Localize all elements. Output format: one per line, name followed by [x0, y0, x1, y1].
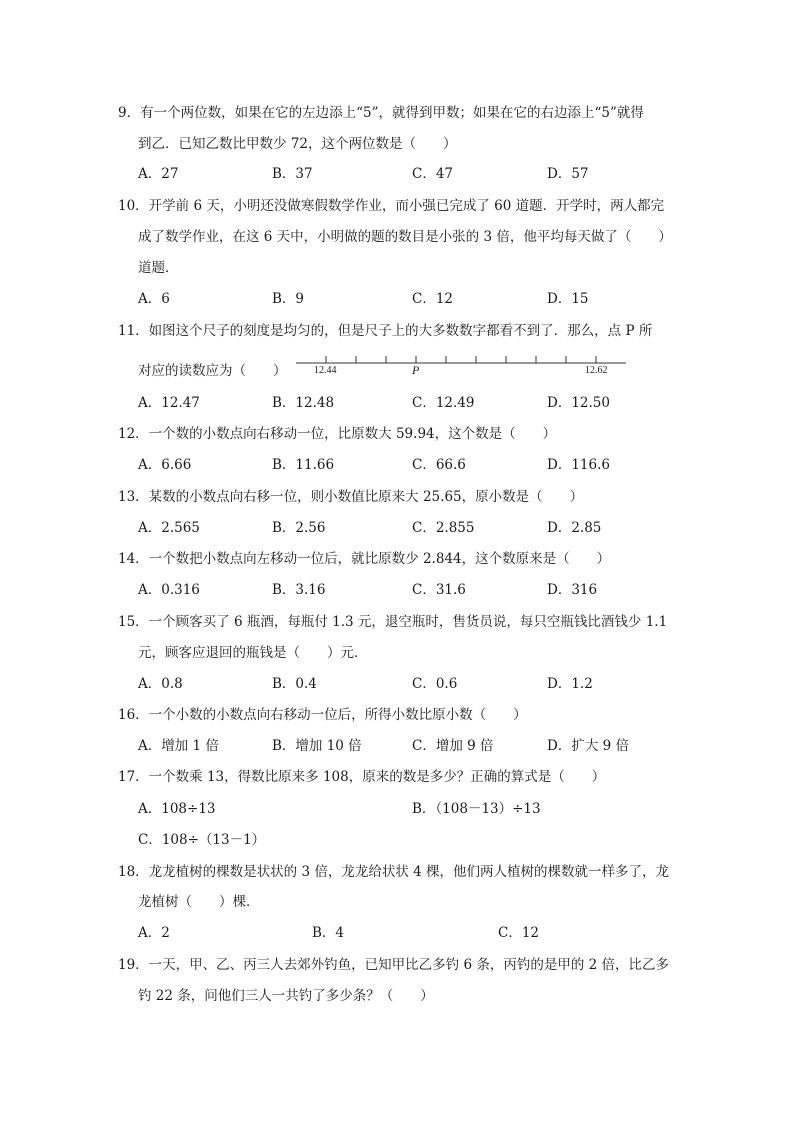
- ruler-figure: [296, 351, 626, 381]
- question-17-line-1: 17．一个数乘 13，得数比原来多 108，原来的数是多少？正确的算式是（ ）: [118, 769, 606, 785]
- question-16-option-d: D．扩大 9 倍: [547, 738, 629, 754]
- question-11-option-a: A．12.47: [138, 395, 200, 411]
- question-15-option-b: B．0.4: [272, 676, 317, 692]
- question-9-option-a: A．27: [138, 166, 179, 182]
- question-14-option-c: C．31.6: [412, 582, 466, 598]
- ruler-right-label: 12.62: [585, 365, 608, 376]
- question-9-option-c: C．47: [412, 166, 454, 182]
- question-12-option-a: A．6.66: [138, 457, 192, 473]
- question-18-option-c: C．12: [498, 925, 540, 941]
- question-13-option-c: C．2.855: [412, 520, 475, 536]
- question-13-option-a: A．2.565: [138, 520, 200, 536]
- question-19-line-1: 19．一天，甲、乙、丙三人去郊外钓鱼，已知甲比乙多钓 6 条，丙钓的是甲的 2 倍，比乙多: [118, 957, 670, 973]
- question-10-option-c: C．12: [412, 291, 454, 307]
- question-15-option-a: A．0.8: [138, 676, 183, 692]
- question-10-line-3: 道题．: [138, 260, 179, 276]
- question-15-option-c: C．0.6: [412, 676, 458, 692]
- question-13-option-d: D．2.85: [547, 520, 602, 536]
- question-15-line-1: 15．一个顾客买了 6 瓶酒，每瓶付 1.3 元，退空瓶时，售货员说，每只空瓶钱比酒钱少 1.1: [118, 614, 668, 630]
- question-16-option-b: B．增加 10 倍: [272, 738, 362, 754]
- question-10-option-a: A．6: [138, 291, 170, 307]
- question-12-option-c: C．66.6: [412, 457, 466, 473]
- question-16-line-1: 16．一个小数的小数点向右移动一位后，所得小数比原小数（ ）: [118, 707, 527, 723]
- ruler-point-label: P: [412, 363, 420, 377]
- question-14-line-1: 14．一个数把小数点向左移动一位后，就比原数少 2.844，这个数原来是（ ）: [118, 551, 611, 567]
- question-11-option-c: C．12.49: [412, 395, 475, 411]
- question-9-option-b: B．37: [272, 166, 313, 182]
- question-12-line-1: 12．一个数的小数点向右移动一位，比原数大 59.94，这个数是（ ）: [118, 426, 557, 442]
- question-14-option-b: B．3.16: [272, 582, 326, 598]
- question-11-line-1: 11．如图这个尺子的刻度是均匀的，但是尺子上的大多数数字都看不到了．那么，点 P 所: [118, 323, 653, 339]
- question-17-option-c: C．108÷（13－1）: [138, 832, 266, 848]
- question-16-option-c: C．增加 9 倍: [412, 738, 494, 754]
- question-18-option-a: A．2: [138, 925, 170, 941]
- question-17-option-a: A．108÷13: [138, 801, 216, 817]
- question-10-line-1: 10．开学前 6 天，小明还没做寒假数学作业，而小强已完成了 60 道题．开学时，两人都完: [118, 198, 665, 214]
- question-14-option-d: D．316: [547, 582, 598, 598]
- question-13-option-b: B．2.56: [272, 520, 326, 536]
- question-18-option-b: B．4: [312, 925, 345, 941]
- question-13-line-1: 13．某数的小数点向右移一位，则小数值比原来大 25.65，原小数是（ ）: [118, 489, 584, 505]
- question-10-option-d: D．15: [547, 291, 589, 307]
- question-18-line-1: 18．龙龙植树的棵数是状状的 3 倍，龙龙给状状 4 棵，他们两人植树的棵数就一样多了，龙: [118, 864, 670, 880]
- question-17-option-b: B．（108－13）÷13: [412, 801, 541, 817]
- question-9-option-d: D．57: [547, 166, 589, 182]
- question-19-line-2: 钓 22 条，问他们三人一共钓了多少条？（ ）: [138, 988, 434, 1004]
- question-12-option-d: D．116.6: [547, 457, 610, 473]
- question-15-option-d: D．1.2: [547, 676, 593, 692]
- question-16-option-a: A．增加 1 倍: [138, 738, 219, 754]
- question-9-line-2: 到乙．已知乙数比甲数少 72，这个两位数是（ ）: [138, 136, 457, 152]
- question-11-option-d: D．12.50: [547, 395, 610, 411]
- question-14-option-a: A．0.316: [138, 582, 200, 598]
- question-9-line-1: 9．有一个两位数，如果在它的左边添上“5”，就得到甲数；如果在它的右边添上“5”就得: [118, 105, 644, 121]
- ruler-left-label: 12.44: [314, 365, 337, 376]
- question-11-option-b: B．12.48: [272, 395, 335, 411]
- question-18-line-2: 龙植树（ ）棵．: [138, 894, 260, 910]
- ruler-graphic: [296, 351, 626, 381]
- question-10-option-b: B．9: [272, 291, 305, 307]
- question-11-line-2: 对应的读数应为（ ）: [138, 363, 287, 379]
- question-12-option-b: B．11.66: [272, 457, 335, 473]
- question-15-line-2: 元，顾客应退回的瓶钱是（ ）元．: [138, 645, 368, 661]
- question-10-line-2: 成了数学作业，在这 6 天中，小明做的题的数目是小张的 3 倍，他平均每天做了（ ）: [138, 229, 672, 245]
